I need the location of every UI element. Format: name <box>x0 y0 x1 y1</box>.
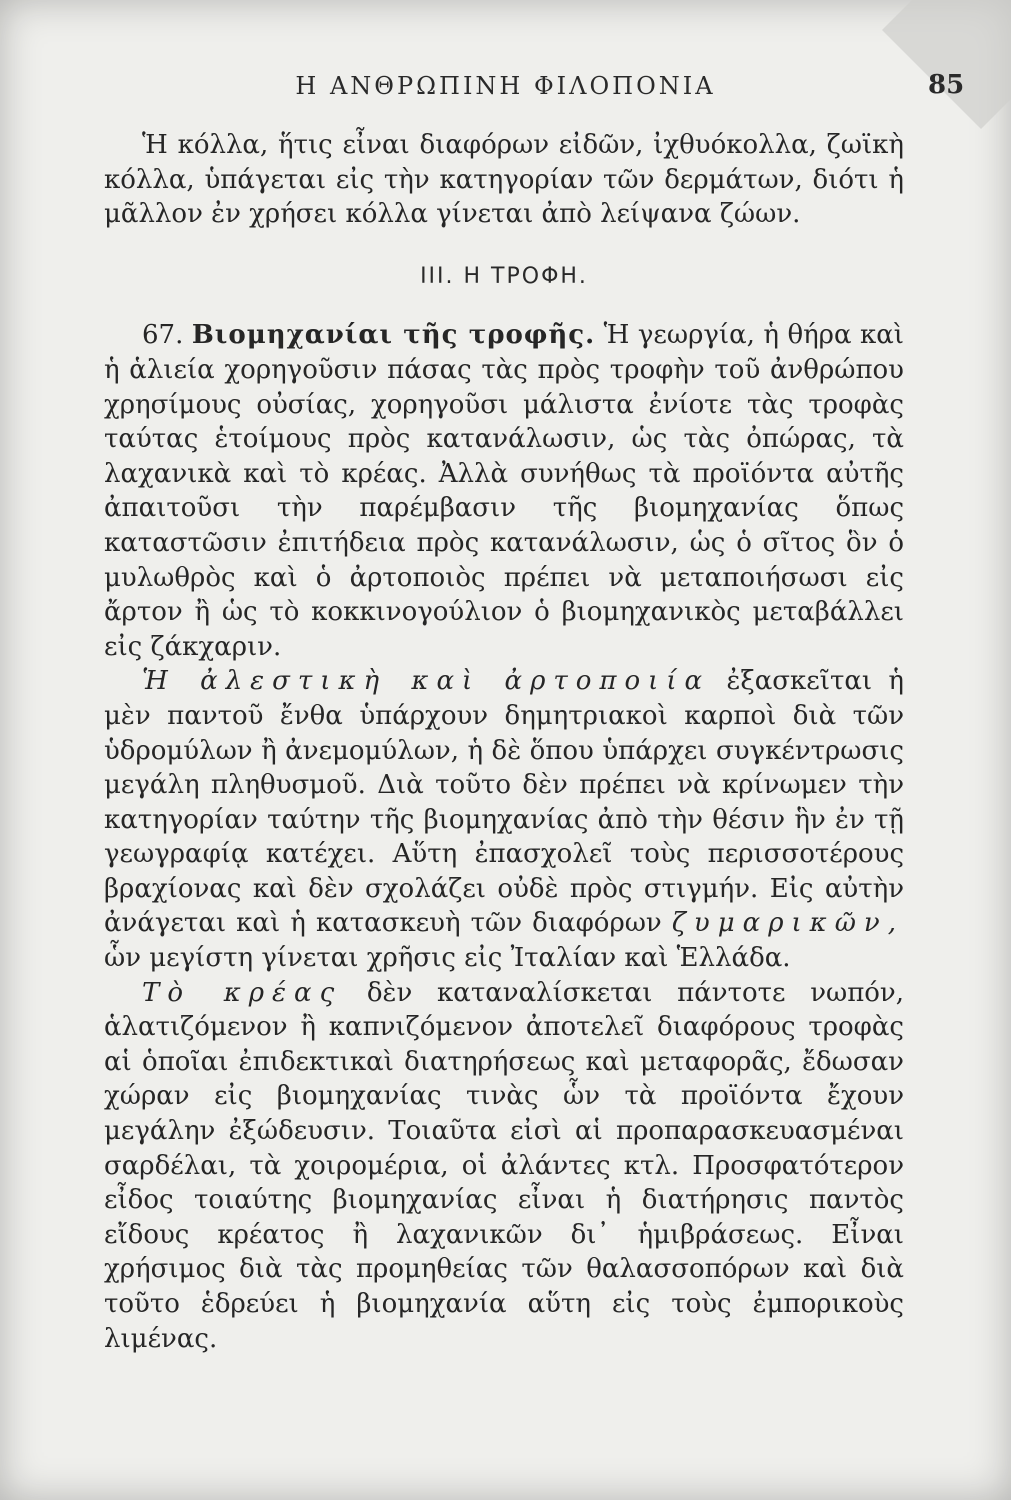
running-title: Η ΑΝΘΡΩΠΙΝΗ ΦΙΛΟΠΟΝΙΑ <box>295 72 716 100</box>
intro-paragraph: Ἡ κόλλα, ἥτις εἶναι διαφόρων εἰδῶν, ἰχθυόκολλα, ζωϊκὴ κόλλα, ὑπάγεται εἰς τὴν κατηγορίαν τῶν δερμάτων, διότι ἡ μᾶλλον ἐν χρήσει κόλλα γίνεται ἀπὸ λείψανα ζώων. <box>104 130 904 230</box>
article-heading: Βιομηχανίαι τῆς τροφῆς. <box>191 320 596 351</box>
article-paragraph-3 <box>104 976 904 1357</box>
page-body <box>104 128 904 1356</box>
article-number: 67. <box>142 320 184 351</box>
article-paragraph-1-text: Ἡ γεωργία, ἡ θήρα καὶ ἡ ἁλιεία χορηγοῦσιν πάσας τὰς πρὸς τροφὴν τοῦ ἀνθρώπου χρησίμους οὐσίας, χορηγοῦσι μάλιστα ἐνίοτε τὰς τροφὰς ταύτας ἑτοίμους πρὸς κατανάλωσιν, ὡς τὰς ὀπώρας, τὰ λαχανικὰ καὶ τὸ κρέας. Ἀλλὰ συνήθως τὰ προϊόντα αὐτῆς ἀπαιτοῦσι τὴν παρέμβασιν τῆς βιομηχανίας ὅπως καταστῶσιν ἐπιτήδεια πρὸς κατανάλωσιν, ὡς ὁ σῖτος ὃν ὁ μυλωθρὸς καὶ ὁ ἀρτοποιὸς πρέπει νὰ μεταποιήσωσι εἰς ἄρτον ἢ ὡς τὸ κοκκινογούλιον ὁ βιομηχανικὸς μεταβάλλει εἰς ζάκχαριν. <box>104 320 904 662</box>
paragraph-2-lead: Ἡ ἀλεστικὴ καὶ ἀρτοποιία <box>142 666 711 697</box>
section-title: ΙΙΙ. Η ΤΡΟΦΗ. <box>420 263 588 289</box>
paragraph-3-lead: Τὸ κρέας <box>142 977 343 1008</box>
page-number: 85 <box>928 70 965 100</box>
paragraph-2-text: ἐξασκεῖται ἡ μὲν παντοῦ ἔνθα ὑπάρχουν δημητριακοὶ καρποὶ διὰ τῶν ὑδρομύλων ἢ ἀνεμομύλων, ἡ δὲ ὅπου ὑπάρχει συγκέντρωσις μεγάλη πληθυσμοῦ. Διὰ τοῦτο δὲν πρέπει νὰ κρίνωμεν τὴν κατηγορίαν ταύτην τῆς βιομηχανίας ἀπὸ τὴν θέσιν ἣν ἐν τῇ γεωγραφίᾳ κατέχει. Αὕτη ἐπασχολεῖ τοὺς περισσοτέρους βραχίονας καὶ δὲν σχολάζει οὐδὲ πρὸς στιγμήν. Εἰς αὐτὴν ἀνάγεται καὶ ἡ κατασκευὴ τῶν διαφόρων <box>104 666 904 939</box>
article-paragraph-2 <box>104 664 904 975</box>
paragraph-3-text: δὲν καταναλίσκεται πάντοτε νωπόν, ἁλατιζόμενον ἢ καπνιζόμενον ἀποτελεῖ διαφόρους τροφὰς αἱ ὁποῖαι ἐπιδεκτικαὶ διατηρήσεως καὶ μεταφορᾶς, ἔδωσαν χώραν εἰς βιομηχανίας τινὰς ὧν τὰ προϊόντα ἔχουν μεγάλην ἐξώδευσιν. Τοιαῦτα εἰσὶ αἱ προπαρασκευασμέναι σαρδέλαι, τὰ χοιρομέρια, οἱ ἀλάντες κτλ. Προσφατότερον εἶδος τοιαύτης βιομηχανίας εἶναι ἡ διατήρησις παντὸς εἴδους κρέατος ἢ λαχανικῶν δι᾽ ἡμιβράσεως. Εἶναι χρήσιμος διὰ τὰς προμηθείας τῶν θαλασσοπόρων καὶ διὰ τοῦτο ἑδρεύει ἡ βιομηχανία αὕτη εἰς τοὺς ἐμπορικοὺς λιμένας. <box>104 977 905 1354</box>
page-corner-fold <box>882 0 1011 129</box>
paragraph-2-tail: ὧν μεγίστη γίνεται χρῆσις εἰς Ἰταλίαν καὶ Ἑλλάδα. <box>104 943 791 974</box>
paragraph-2-spaced-term: ζυμαρικῶν, <box>671 908 904 939</box>
article-paragraph-1 <box>104 318 904 664</box>
